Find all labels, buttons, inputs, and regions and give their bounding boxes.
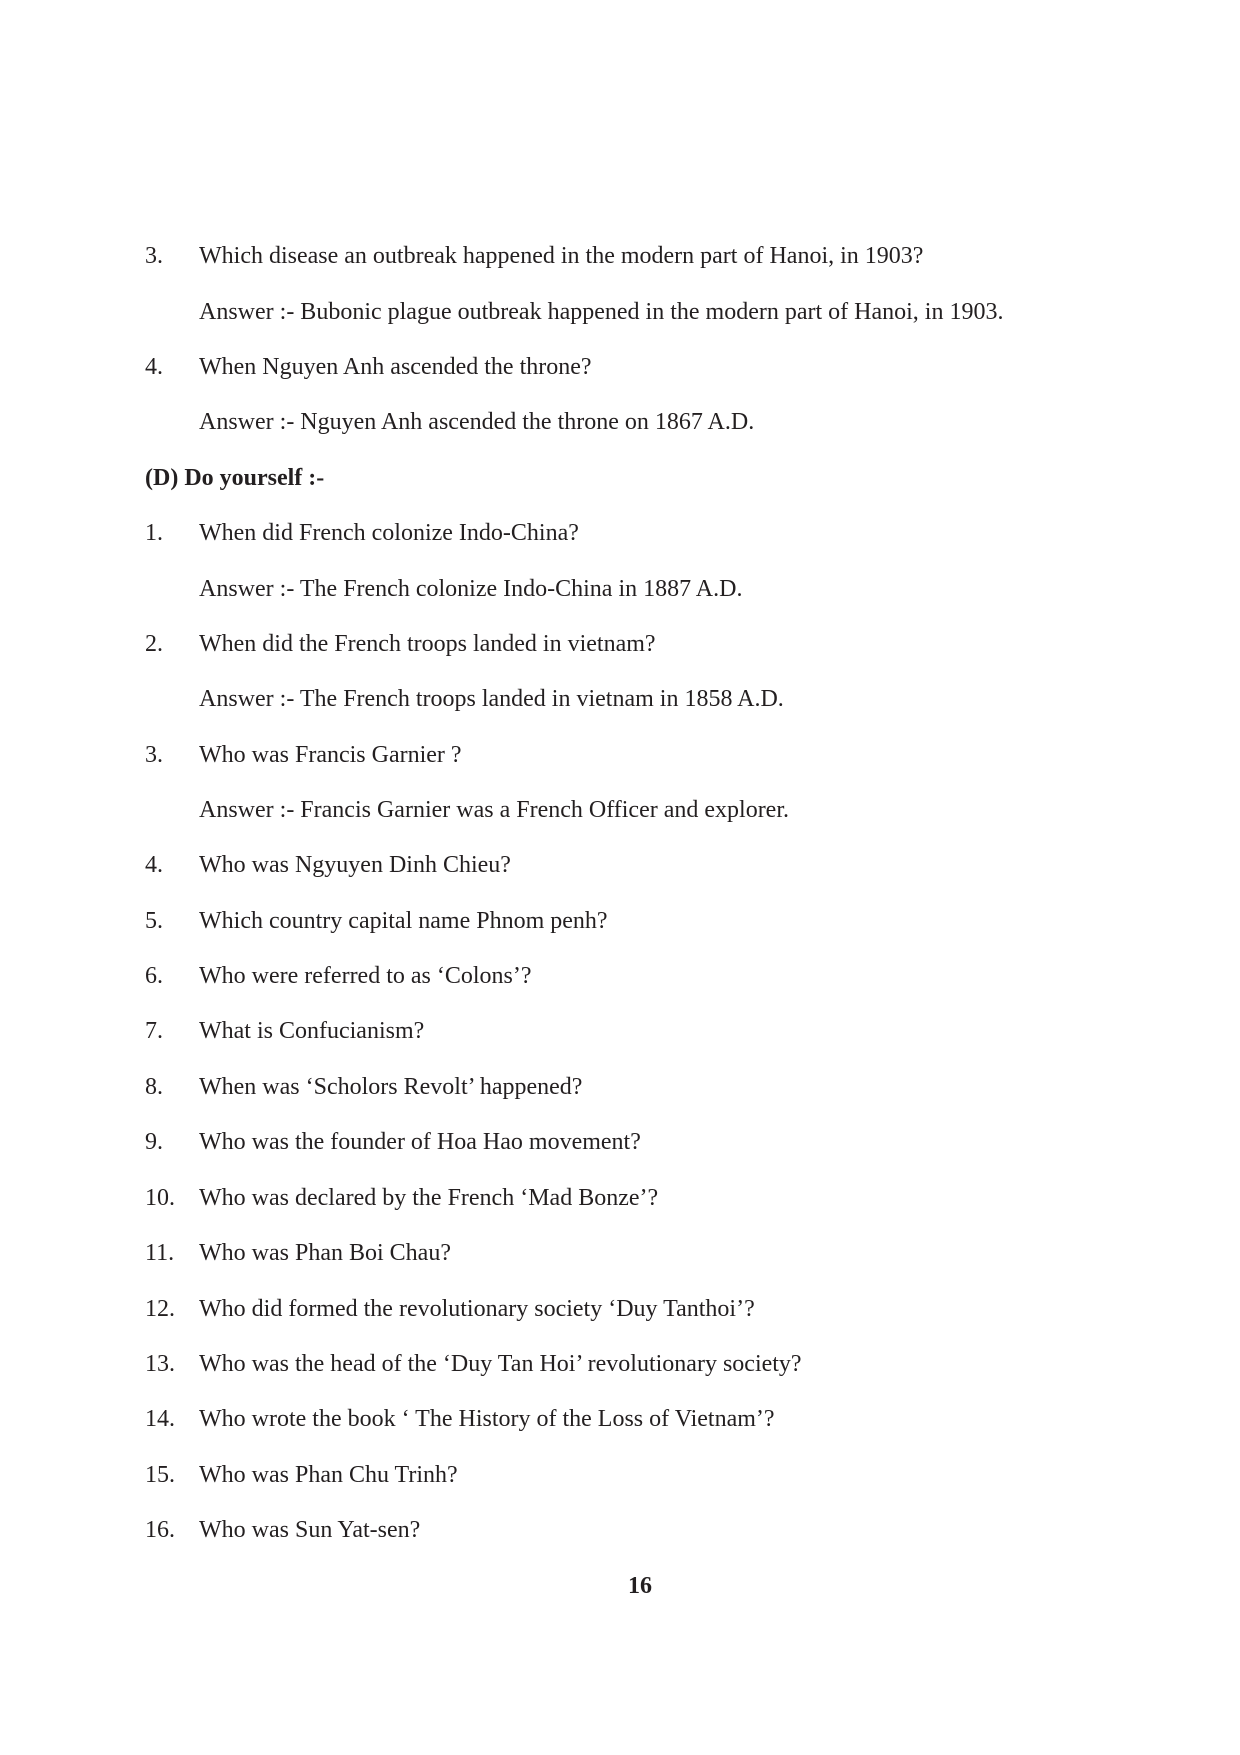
question-number: 3. — [145, 742, 163, 768]
question-number: 14. — [145, 1406, 175, 1432]
question-text: Which disease an outbreak happened in the modern part of Hanoi, in 1903? — [199, 243, 924, 269]
question-number: 7. — [145, 1018, 163, 1044]
answer-text: Answer :- Nguyen Anh ascended the throne on 1867 A.D. — [199, 409, 755, 435]
question-number: 5. — [145, 908, 163, 934]
question-text: Who was declared by the French ‘Mad Bonze’? — [199, 1185, 659, 1211]
question-text: Who was Sun Yat-sen? — [199, 1517, 421, 1543]
question-number: 16. — [145, 1517, 175, 1543]
question-text: Who was Ngyuyen Dinh Chieu? — [199, 852, 511, 878]
question-text: Who wrote the book ‘ The History of the Loss of Vietnam’? — [199, 1406, 775, 1432]
question-number: 1. — [145, 520, 163, 546]
question-text: When did French colonize Indo-China? — [199, 520, 579, 546]
question-number: 6. — [145, 963, 163, 989]
question-text: Who was the head of the ‘Duy Tan Hoi’ revolutionary society? — [199, 1351, 802, 1377]
question-number: 13. — [145, 1351, 175, 1377]
question-number: 15. — [145, 1462, 175, 1488]
question-text: When did the French troops landed in vietnam? — [199, 631, 656, 657]
question-number: 8. — [145, 1074, 163, 1100]
question-number: 12. — [145, 1296, 175, 1322]
question-text: When Nguyen Anh ascended the throne? — [199, 354, 592, 380]
question-text: Which country capital name Phnom penh? — [199, 908, 608, 934]
question-number: 4. — [145, 354, 163, 380]
question-text: Who was Phan Chu Trinh? — [199, 1462, 458, 1488]
question-number: 9. — [145, 1129, 163, 1155]
question-number: 4. — [145, 852, 163, 878]
question-number: 11. — [145, 1240, 175, 1266]
page-number: 16 — [628, 1573, 652, 1599]
question-text: When was ‘Scholors Revolt’ happened? — [199, 1074, 583, 1100]
answer-text: Answer :- The French colonize Indo-China in 1887 A.D. — [199, 576, 743, 602]
section-heading: (D) Do yourself :- — [145, 465, 325, 491]
question-text: Who was the founder of Hoa Hao movement? — [199, 1129, 641, 1155]
question-text: What is Confucianism? — [199, 1018, 425, 1044]
question-text: Who was Francis Garnier ? — [199, 742, 462, 768]
question-text: Who did formed the revolutionary society ‘Duy Tanthoi’? — [199, 1296, 755, 1322]
question-text: Who was Phan Boi Chau? — [199, 1240, 451, 1266]
question-number: 10. — [145, 1185, 175, 1211]
answer-text: Answer :- The French troops landed in vietnam in 1858 A.D. — [199, 686, 784, 712]
question-text: Who were referred to as ‘Colons’? — [199, 963, 532, 989]
answer-text: Answer :- Francis Garnier was a French Officer and explorer. — [199, 797, 790, 823]
question-number: 3. — [145, 243, 163, 269]
question-number: 2. — [145, 631, 163, 657]
answer-text: Answer :- Bubonic plague outbreak happened in the modern part of Hanoi, in 1903. — [199, 299, 1004, 325]
